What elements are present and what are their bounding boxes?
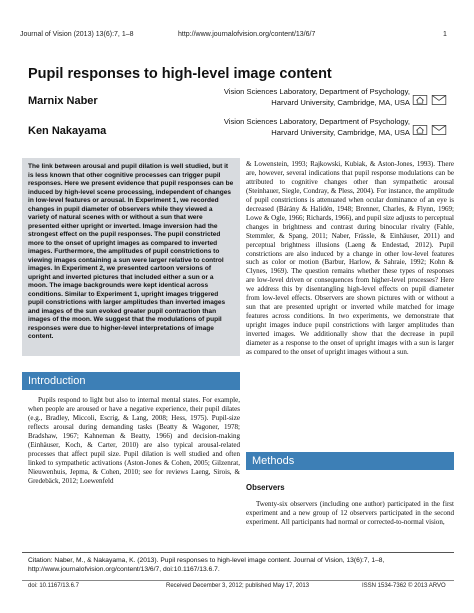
author-name: Ken Nakayama: [28, 125, 107, 137]
methods-paragraph: Twenty-six observers (including one author) participated in the first experiment and a new group of 12 observers participated in the second experiment. All participants had normal or corrected-to-normal vision,: [246, 500, 454, 526]
footer-doi: doi: 10.1167/13.6.7: [28, 583, 79, 589]
footer-received: Received December 3, 2012; published May 17, 2013: [166, 583, 310, 589]
right-column-paragraph: & Lowenstein, 1993; Rajkowski, Kubiak, & Aston-Jones, 1993). There are, however, several indications that pupil response modulations can be attributed to cognitive changes other than sympathetic arousal (Steinhauer, Siegle, Condray, & Pless, 2004). For instance, the amplitude of pupil constrictions is attenuated when ocular dominance of an eye is decreased (Bárány & Halidén, 1948; Brenner, Charles, & Flynn, 1969; Lowe & Ogle, 1966; Richards, 1966), and pupil size adjusts to perceptual changes in brightness and contrast during binocular rivalry (Fahle, Stemmler, & Spang, 2011; Naber, Frässle, & Einhäuser, 2011) and perceptual brightness illusions (Laeng & Endestad, 2012). Pupil constrictions are also induced by a change in other low-level features such as color or motion (Barbur, Harlow, & Sahraie, 1992; Kohn & Clynes, 1969). The question remains whether these types of responses are low-level driven or consequences from higher-level processes? Here we address this by disentangling high-level effects on pupil diameter from low-level effects. Observers are shown pictures with or without a sun that are presented upright or inverted while matched for image features across conditions. In two experiments, we demonstrate that upright images induce pupil constrictions with larger amplitudes than inverted images. We additionally show that the decrease in pupil diameter as a response to the onset of upright images with a sun is larger as compared to the onset of upright images without a sun.: [246, 160, 454, 357]
divider: [22, 580, 454, 581]
author-name: Marnix Naber: [28, 95, 98, 107]
journal-header: Journal of Vision (2013) 13(6):7, 1–8: [20, 31, 134, 38]
home-icon[interactable]: [412, 125, 428, 135]
home-icon[interactable]: [412, 95, 428, 105]
section-heading-methods: [246, 452, 454, 470]
mail-icon[interactable]: [431, 95, 447, 105]
author-affiliation: Vision Sciences Laboratory, Department of Psychology, Harvard University, Cambridge, MA, USA: [223, 117, 410, 137]
footer-issn: ISSN 1534-7362 © 2013 ARVO: [362, 583, 446, 589]
divider: [22, 552, 454, 553]
abstract-text: The link between arousal and pupil dilation is well studied, but it is less known that other cognitive processes can trigger pupil responses. Here we present evidence that pupil responses can be induced by high-level scene processing, independent of changes in low-level features or arousal. In Experiment 1, we recorded changes in pupil diameter of observers while they viewed a variety of natural scenes with or without a sun that were presented either upright or inverted. Image inversion had the strongest effect on the pupil responses. The pupil constricted more to the onset of upright images as compared to inverted images. Furthermore, the amplitudes of pupil constrictions to viewing images containing a sun were larger relative to control images. In Experiment 2, we presented cartoon versions of upright and inverted pictures that included either a sun or a moon. The image backgrounds were kept identical across conditions. Similar to Experiment 1, upright images triggered pupil constrictions with larger amplitudes than inverted images and images of the sun evoked greater pupil contraction than images of the moon. We suggest that the modulations of pupil responses were due to higher-level interpretations of image content.: [28, 163, 234, 340]
abstract-box: [22, 158, 240, 356]
paper-title: Pupil responses to high-level image content: [28, 66, 332, 82]
section-title: Methods: [252, 455, 295, 467]
journal-url[interactable]: http://www.journalofvision.org/content/13/6/7: [178, 31, 316, 38]
author-affiliation: Vision Sciences Laboratory, Department of Psychology, Harvard University, Cambridge, MA, USA: [223, 87, 410, 107]
section-heading-introduction: [22, 372, 240, 390]
page-number: 1: [443, 31, 447, 38]
intro-paragraph: Pupils respond to light but also to internal mental states. For example, when people are aroused or have a negative experience, their pupil dilates (e.g., Bradley, Miccoli, Escrig, & Lang, 2008; Hess, 1975). Pupil-size reflects arousal during demanding tasks (Beatty & Wagoner, 1978; Bradshaw, 1967; Kahneman & Beatty, 1966) and decision-making (Einhäuser, Koch, & Carter, 2010) are also typical arousal-related processes that affect pupil size. Pupil dilation is well studied and often linked to sympathetic activations (Aston-Jones & Cohen, 2005; Gilzenrat, Nieuwenhuis, Jepma, & Cohen, 2010; see for reviews Laeng, Sirois, & Gredebäck, 2012; Loewenfeld: [28, 396, 240, 485]
subsection-heading-observers: Observers: [246, 483, 285, 492]
mail-icon[interactable]: [431, 125, 447, 135]
citation: Citation: Naber, M., & Nakayama, K. (2013). Pupil responses to high-level image content. Journal of Vision, 13(6):7, 1–8, http://www.journalofvision.org/content/13/6/7, doi:10.1167/13.6.7.: [28, 557, 385, 573]
section-title: Introduction: [28, 375, 86, 387]
